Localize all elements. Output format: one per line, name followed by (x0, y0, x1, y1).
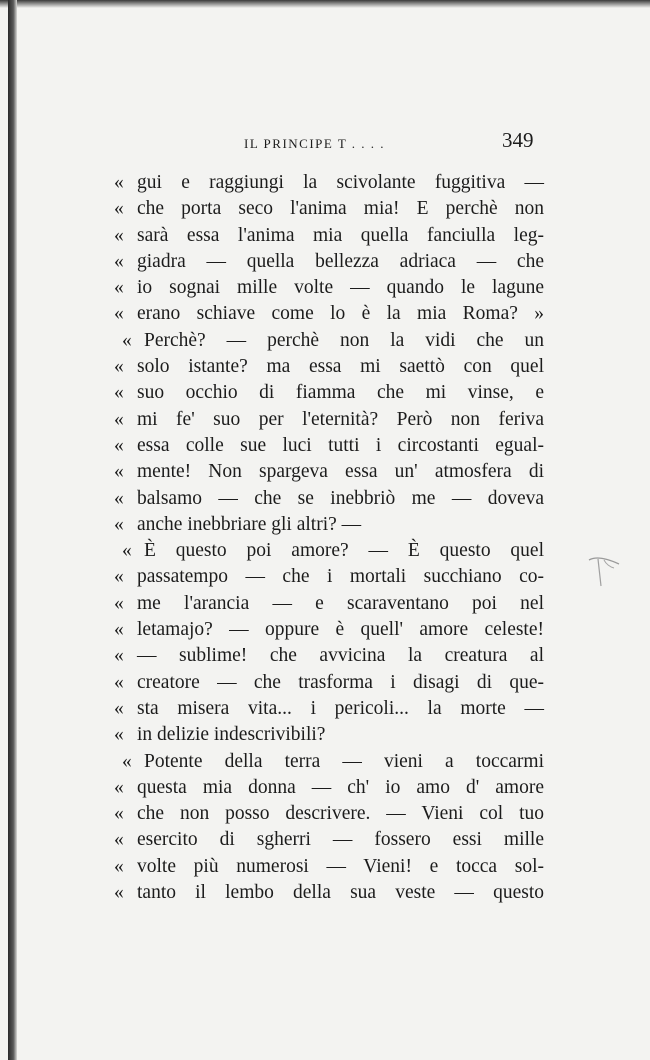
quote-mark: « (114, 671, 124, 693)
line-text: — sublime! che avvicina la creatura al (137, 645, 544, 667)
text-line (114, 301, 544, 327)
line-text: tanto il lembo della sua veste — questo (137, 882, 544, 904)
line-text: io sognai mille volte — quando le lagune (137, 277, 544, 299)
line-text: sta misera vita... i pericoli... la morte — (137, 697, 544, 719)
text-line (114, 643, 544, 669)
quote-mark: « (114, 803, 124, 825)
text-line (114, 170, 544, 196)
line-text: passatempo — che i mortali succhiano co- (137, 566, 544, 588)
quote-mark: « (114, 513, 124, 535)
text-line (114, 749, 544, 775)
quote-mark: « (122, 329, 132, 351)
line-text: essa colle sue luci tutti i circostanti egual- (137, 434, 544, 456)
line-text: esercito di sgherri — fossero essi mille (137, 829, 544, 851)
text-line (114, 722, 544, 748)
quote-mark: « (114, 356, 124, 378)
line-text: mente! Non spargeva essa un' atmosfera di (137, 461, 544, 483)
quote-mark: « (114, 724, 124, 746)
line-text: questa mia donna — ch' io amo d' amore (137, 776, 544, 798)
quote-mark: « (114, 461, 124, 483)
text-line (114, 801, 544, 827)
quote-mark: « (114, 303, 124, 325)
line-text: me l'arancia — e scaraventano poi nel (137, 592, 544, 614)
quote-mark: « (114, 776, 124, 798)
quote-mark: « (114, 250, 124, 272)
text-line (114, 564, 544, 590)
line-text: volte più numerosi — Vieni! e tocca sol- (137, 855, 544, 877)
text-line (114, 696, 544, 722)
text-line (114, 459, 544, 485)
line-text: creatore — che trasforma i disagi di que- (137, 671, 544, 693)
line-text: mi fe' suo per l'eternità? Però non feriva (137, 408, 544, 430)
line-text: Perchè? — perchè non la vidi che un (144, 329, 544, 351)
quote-mark: « (114, 224, 124, 246)
running-head: IL PRINCIPE T . . . . (244, 136, 386, 151)
line-text: anche inebbriare gli altri? — (137, 513, 362, 535)
line-text: giadra — quella bellezza adriaca — che (137, 250, 544, 272)
line-text: gui e raggiungi la scivolante fuggitiva — (137, 172, 544, 193)
text-line (114, 512, 544, 538)
line-text: che porta seco l'anima mia! E perchè non (137, 198, 544, 220)
line-text: erano schiave come lo è la mia Roma? » (137, 303, 544, 325)
text-line (114, 854, 544, 880)
quote-mark: « (114, 172, 124, 193)
quote-mark: « (122, 540, 132, 562)
line-text: È questo poi amore? — È questo quel (144, 540, 544, 562)
line-text: solo istante? ma essa mi saettò con quel (137, 356, 544, 378)
line-text: letamajo? — oppure è quell' amore celeste! (137, 619, 544, 641)
pencil-mark-icon (586, 552, 622, 592)
quote-mark: « (114, 198, 124, 220)
text-line (114, 223, 544, 249)
text-line (114, 880, 544, 906)
line-text: balsamo — che se inebbriò me — doveva (137, 487, 544, 509)
text-line (114, 670, 544, 696)
quote-mark: « (114, 382, 124, 404)
page-top-edge (0, 0, 650, 8)
quote-mark: « (114, 277, 124, 299)
quote-mark: « (114, 882, 124, 904)
body-text (114, 170, 544, 906)
text-line (114, 275, 544, 301)
text-line (114, 380, 544, 406)
line-text: in delizie indescrivibili? (137, 724, 326, 746)
line-text: che non posso descrivere. — Vieni col tuo (137, 803, 544, 825)
quote-mark: « (114, 697, 124, 719)
text-line (114, 433, 544, 459)
quote-mark: « (114, 645, 124, 667)
book-spine-shadow (8, 0, 17, 1060)
quote-mark: « (114, 855, 124, 877)
text-line (114, 196, 544, 222)
text-line (114, 407, 544, 433)
text-line (114, 249, 544, 275)
text-line (114, 827, 544, 853)
page-number: 349 (502, 128, 534, 152)
quote-mark: « (114, 592, 124, 614)
text-line (114, 354, 544, 380)
quote-mark: « (114, 408, 124, 430)
text-line (114, 538, 544, 564)
line-text: sarà essa l'anima mia quella fanciulla leg- (137, 224, 544, 246)
text-line (114, 486, 544, 512)
text-line (114, 775, 544, 801)
quote-mark: « (114, 434, 124, 456)
line-text: suo occhio di fiamma che mi vinse, e (137, 382, 544, 404)
quote-mark: « (114, 619, 124, 641)
quote-mark: « (114, 566, 124, 588)
text-line (114, 328, 544, 354)
line-text: Potente della terra — vieni a toccarmi (144, 750, 544, 772)
quote-mark: « (114, 829, 124, 851)
text-line (114, 591, 544, 617)
quote-mark: « (122, 750, 132, 772)
quote-mark: « (114, 487, 124, 509)
text-line (114, 617, 544, 643)
